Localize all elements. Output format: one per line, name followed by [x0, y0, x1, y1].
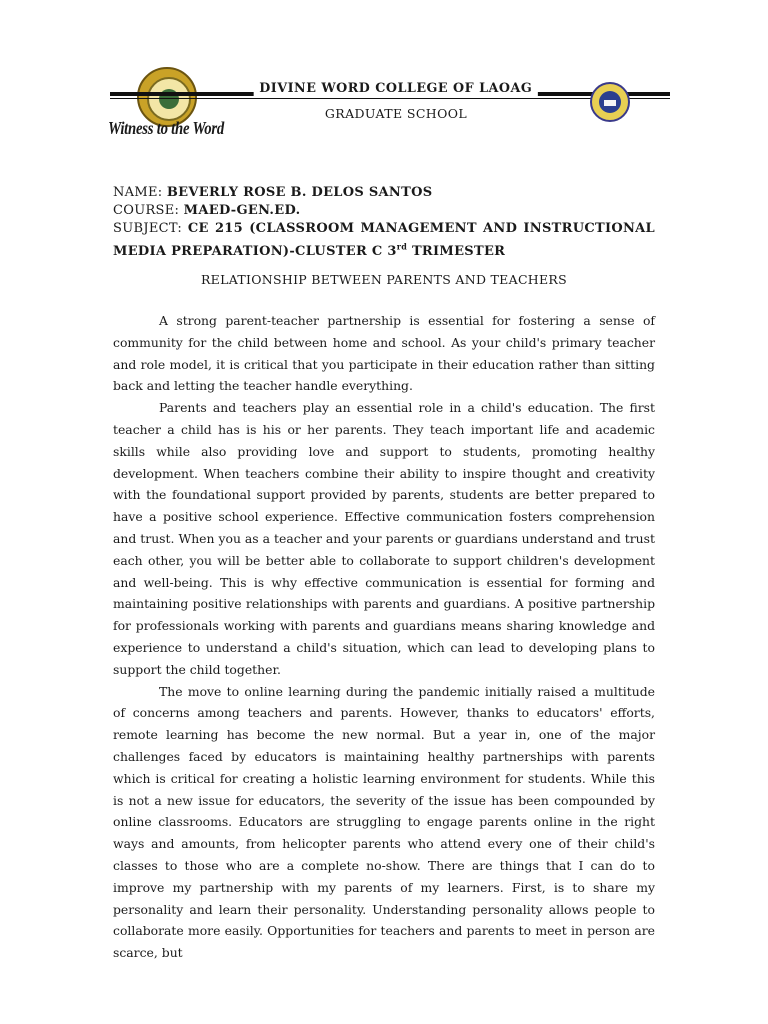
subject-superscript: rd: [396, 242, 408, 252]
course-label: COURSE:: [113, 203, 180, 218]
paragraph: Parents and teachers play an essential role in a child's education. The first teacher a child has is his or her parents. They teach important life and academic skills while also providing love and support to students, promoting healthy development. When teachers combine their ability to inspire thought and creativity with the foundational support provided by parents, students are better prepared to have a positive school experience. Effective communication fosters comprehension and trust. When you as a teacher and your parents or guardians understand and trust each other, you will be better able to collaborate to support children's development and well-being. This is why effective communication is essential for forming and maintaining positive relationships with parents and guardians. A positive partnership for professionals working with parents and guardians means sharing knowledge and experience to understand a child's situation, which can lead to developing plans to support the child together.: [113, 400, 655, 677]
course-value: MAED-GEN.ED.: [183, 203, 301, 218]
college-motto: Witness to the Word: [108, 118, 225, 138]
paragraph: The move to online learning during the pandemic initially raised a multitude of concerns among teachers and parents. However, thanks to educators' efforts, remote learning has become the new normal. But a year in, one of the major challenges faced by educators is maintaining healthy partnerships with parents which is critical for creating a holistic learning environment for students. While this is not a new issue for educators, the severity of the issue has been compounded by online classrooms. Educators are struggling to engage parents online in the right ways and amounts, from helicopter parents who attend every one of their child's classes to those who are a complete no-show. There are things that I can do to improve my partnership with my parents of my learners. First, is to share my personality and learn their personality. Understanding personality allows people to collaborate more easily. Opportunities for teachers and parents to meet in person are scarce, but: [113, 683, 655, 961]
paragraph: A strong parent-teacher partnership is essential for fostering a sense of community for the child between home and school. As your child's primary teacher and role model, it is critical that you participate in their education rather than sitting back and letting the teacher handle everything.: [113, 313, 655, 394]
college-name: DIVINE WORD COLLEGE OF LAOAG: [8, 80, 761, 95]
student-name: BEVERLY ROSE B. DELOS SANTOS: [166, 185, 433, 200]
student-info: [113, 184, 655, 261]
name-row: [113, 184, 655, 202]
essay-body: [113, 310, 655, 964]
subject-value: CE 215 (CLASSROOM MANAGEMENT AND INSTRUCTIONAL MEDIA PREPARATION)-CLUSTER C 3rd TRIMESTER: [113, 221, 655, 260]
school-name: GRADUATE SCHOOL: [324, 106, 468, 121]
subject-label: SUBJECT:: [113, 221, 183, 236]
header-rule-thin: [110, 98, 670, 99]
document-title: RELATIONSHIP BETWEEN PARENTS AND TEACHERS: [200, 272, 568, 287]
course-row: [113, 202, 655, 220]
name-label: NAME:: [113, 185, 163, 200]
letterhead: [0, 0, 768, 150]
subject-row: [113, 220, 655, 261]
